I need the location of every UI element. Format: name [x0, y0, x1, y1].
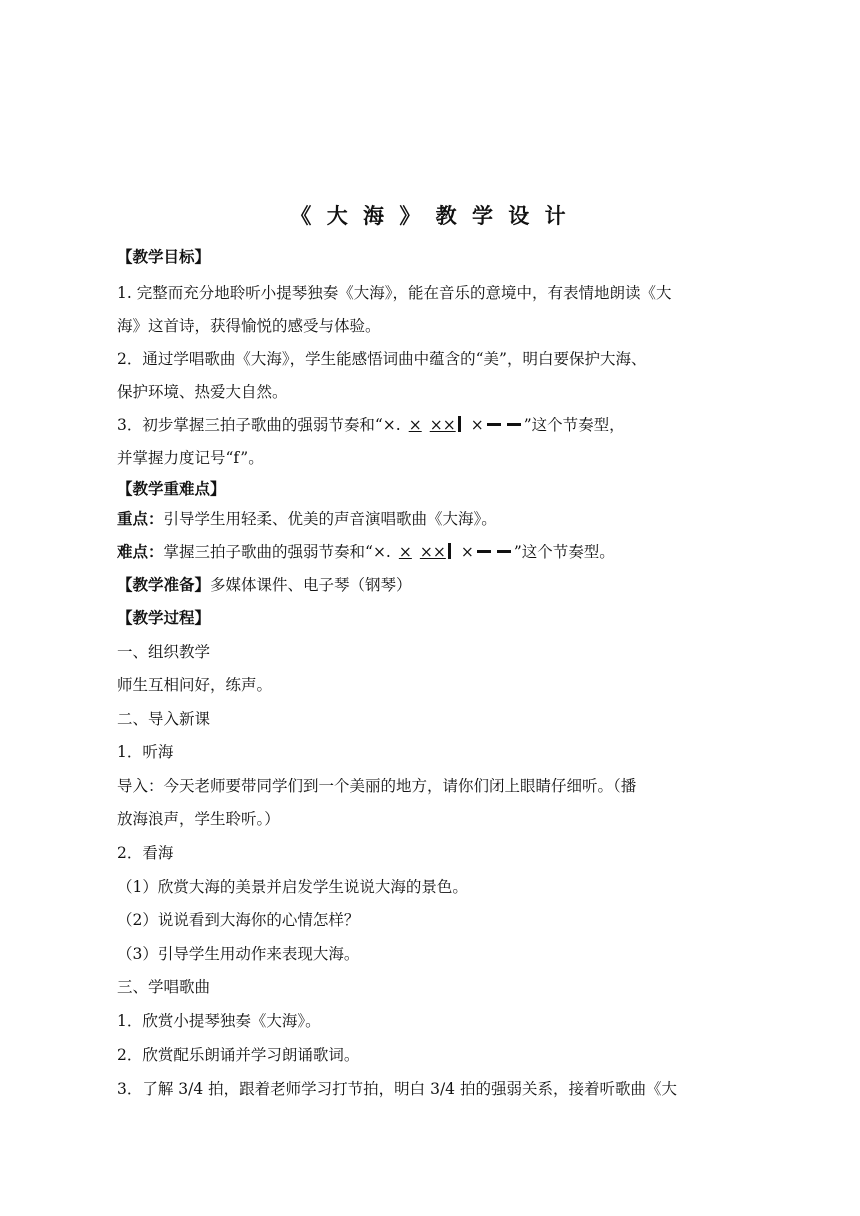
- objective-3-suffix: ”这个节奏型，: [523, 416, 625, 434]
- preparation-heading: 【教学准备】: [117, 576, 211, 594]
- rhythm-note-long: ×: [470, 416, 484, 434]
- section-1-title: 一、组织教学: [117, 643, 211, 661]
- objective-3-line-2: 并掌握力度记号“f”。: [117, 449, 264, 467]
- section-3-item-2: 2．欣赏配乐朗诵并学习朗诵歌词。: [117, 1046, 360, 1064]
- rhythm-note-long: ×: [460, 543, 474, 561]
- section-2-item-1-line-2: 放海浪声，学生聆听。）: [117, 810, 280, 828]
- difficult-point-suffix: ”这个节奏型。: [513, 543, 615, 561]
- difficulty-heading: 【教学重难点】: [117, 480, 226, 498]
- dash-icon: [477, 550, 491, 553]
- objective-2-line-1: 2．通过学唱歌曲《大海》，学生能感悟词曲中蕴含的“美”，明白要保护大海、: [117, 350, 647, 368]
- difficult-point-label: 难点：: [117, 543, 164, 561]
- difficult-point: [117, 541, 742, 563]
- rhythm-note-pair-underlined: ××: [429, 416, 456, 434]
- preparation-text: 多媒体课件、电子琴（钢琴）: [210, 576, 412, 594]
- objective-3-line-1: [117, 414, 742, 436]
- section-2-item-1: 1．听海: [117, 743, 174, 761]
- section-2-item-2: 2．看海: [117, 844, 174, 862]
- section-3-item-1: 1．欣赏小提琴独奏《大海》。: [117, 1012, 321, 1030]
- section-2-item-2-b: （2）说说看到大海你的心情怎样？: [117, 911, 360, 929]
- section-3-title: 三、学唱歌曲: [117, 978, 211, 996]
- barline-icon: [458, 416, 461, 432]
- key-point-text: 引导学生用轻柔、优美的声音演唱歌曲《大海》。: [163, 510, 497, 528]
- section-2-title: 二、导入新课: [117, 710, 211, 728]
- section-2-item-1-line-1: 导入：今天老师要带同学们到一个美丽的地方，请你们闭上眼睛仔细听。（播: [117, 777, 637, 795]
- objective-3-prefix: 3．初步掌握三拍子歌曲的强弱节奏和“×.: [117, 416, 401, 434]
- barline-icon: [448, 543, 451, 559]
- difficult-point-prefix: 掌握三拍子歌曲的强弱节奏和“×.: [163, 543, 391, 561]
- process-heading: 【教学过程】: [117, 609, 211, 627]
- section-1-text: 师生互相问好，练声。: [117, 676, 273, 694]
- document-title: 《 大 海 》 教 学 设 计: [290, 204, 570, 228]
- objective-2-line-2: 保护环境、热爱大自然。: [117, 383, 288, 401]
- objectives-heading: 【教学目标】: [117, 248, 211, 266]
- rhythm-note-underlined: ×: [408, 416, 422, 434]
- rhythm-note-underlined: ×: [398, 543, 412, 561]
- section-2-item-2-a: （1）欣赏大海的美景并启发学生说说大海的景色。: [117, 878, 468, 896]
- dash-icon: [507, 423, 521, 426]
- key-point-label: 重点：: [117, 510, 164, 528]
- dash-icon: [487, 423, 501, 426]
- section-2-item-2-c: （3）引导学生用动作来表现大海。: [117, 945, 360, 963]
- objective-1-line-2: 海》这首诗，获得愉悦的感受与体验。: [117, 317, 381, 335]
- preparation: [117, 574, 742, 596]
- objective-1-line-1: 1. 完整而充分地聆听小提琴独奏《大海》，能在音乐的意境中，有表情地朗读《大: [117, 284, 672, 302]
- rhythm-note-pair-underlined: ××: [419, 543, 446, 561]
- section-3-item-3: 3．了解 3/4 拍，跟着老师学习打节拍，明白 3/4 拍的强弱关系，接着听歌曲《大: [117, 1080, 677, 1098]
- dash-icon: [497, 550, 511, 553]
- key-point: [117, 508, 742, 530]
